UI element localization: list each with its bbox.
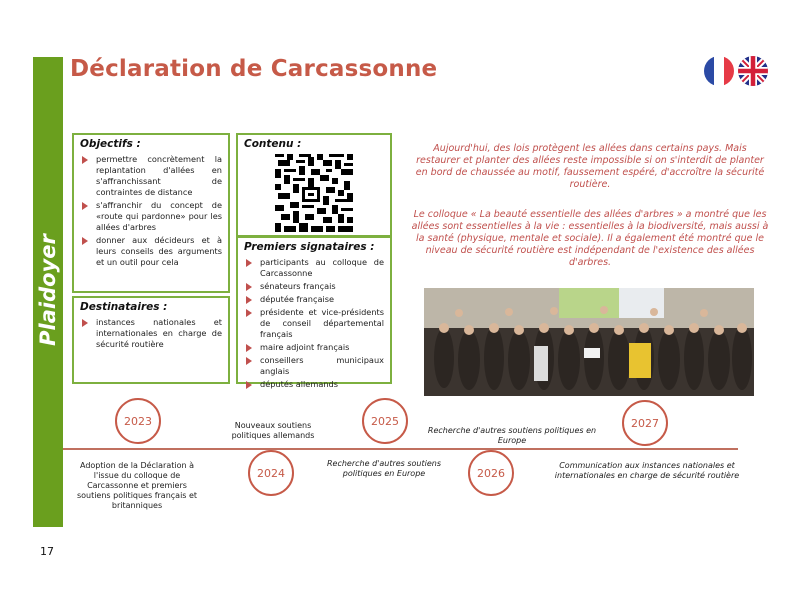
timeline-text-2024: Nouveaux soutiens politiques allemands xyxy=(231,421,315,440)
objectifs-box xyxy=(72,133,230,293)
timeline-text-2023: Adoption de la Déclaration à l'issue du colloque de Carcassonne et premiers soutiens politiques français et britanniques xyxy=(76,461,198,510)
flag-france-icon[interactable] xyxy=(704,56,734,86)
triangle-bullet-icon xyxy=(246,309,252,317)
group-photo xyxy=(424,288,754,396)
signataires-box xyxy=(236,236,392,389)
objectifs-heading: Objectifs : xyxy=(80,138,141,150)
triangle-bullet-icon xyxy=(82,237,88,245)
list-item: donner aux décideurs et à leurs conseils des arguments et un outil pour cela xyxy=(80,235,222,268)
triangle-bullet-icon xyxy=(246,344,252,352)
list-item: s'affranchir du concept de «route qui pardonne» pour les allées d'arbres xyxy=(80,200,222,233)
destinataires-list xyxy=(74,317,228,350)
page-title: Déclaration de Carcassonne xyxy=(70,56,438,82)
qr-code-icon[interactable] xyxy=(275,154,353,232)
timeline-text-2027: Communication aux instances nationales et internationales en charge de sécurité routière xyxy=(554,461,740,480)
year-2025-circle: 2025 xyxy=(362,398,408,444)
destinataires-heading: Destinataires : xyxy=(80,301,168,313)
flag-uk-icon[interactable] xyxy=(738,56,768,86)
triangle-bullet-icon xyxy=(246,283,252,291)
list-item: présidente et vice-présidents de conseil départemental français xyxy=(244,307,384,340)
year-2023-circle: 2023 xyxy=(115,398,161,444)
list-item: députée française xyxy=(244,294,384,305)
timeline-text-2026: Recherche d'autres soutiens politiques en Europe xyxy=(427,426,597,445)
section-label: Plaidoyer xyxy=(36,234,60,346)
objectifs-list xyxy=(74,154,228,268)
triangle-bullet-icon xyxy=(246,357,252,365)
year-2026-circle: 2026 xyxy=(468,450,514,496)
list-item: instances nationales et internationales en charge de sécurité routière xyxy=(80,317,222,350)
list-item: députés allemands xyxy=(244,379,384,390)
timeline-line xyxy=(63,448,738,450)
triangle-bullet-icon xyxy=(246,381,252,389)
triangle-bullet-icon xyxy=(82,156,88,164)
signataires-heading: Premiers signataires : xyxy=(244,241,375,253)
triangle-bullet-icon xyxy=(246,296,252,304)
list-item: participants au colloque de Carcassonne xyxy=(244,257,384,279)
contenu-box xyxy=(236,133,392,237)
list-item: permettre concrètement la replantation d'allées en s'affranchissant de contraintes de distance xyxy=(80,154,222,198)
list-item: conseillers municipaux anglais xyxy=(244,355,384,377)
year-2027-circle: 2027 xyxy=(622,400,668,446)
list-item: sénateurs français xyxy=(244,281,384,292)
year-2024-circle: 2024 xyxy=(248,450,294,496)
destinataires-box xyxy=(72,296,230,384)
contenu-heading: Contenu : xyxy=(244,138,302,150)
signataires-list xyxy=(238,257,390,390)
triangle-bullet-icon xyxy=(246,259,252,267)
timeline-text-2025: Recherche d'autres soutiens politiques en Europe xyxy=(326,459,442,478)
colloque-paragraph: Le colloque « La beauté essentielle des allées d'arbres » a montré que les allées sont essentielles à la vie : essentielles à la biodiversité, mais aussi à la santé (physique, mentale et sociale). Il a également été montré que le niveau de sécurité routière est indépendant de l'existence des allées d'arbres. xyxy=(411,209,769,268)
triangle-bullet-icon xyxy=(82,319,88,327)
page-number: 17 xyxy=(40,545,54,558)
list-item: maire adjoint français xyxy=(244,342,384,353)
intro-paragraph: Aujourd'hui, des lois protègent les allées dans certains pays. Mais restaurer et planter des allées reste impossible si on s'interdit de planter en bord de chaussée au motif, faussement espéré, d'accroître la sécurité routière. xyxy=(415,143,765,190)
triangle-bullet-icon xyxy=(82,202,88,210)
